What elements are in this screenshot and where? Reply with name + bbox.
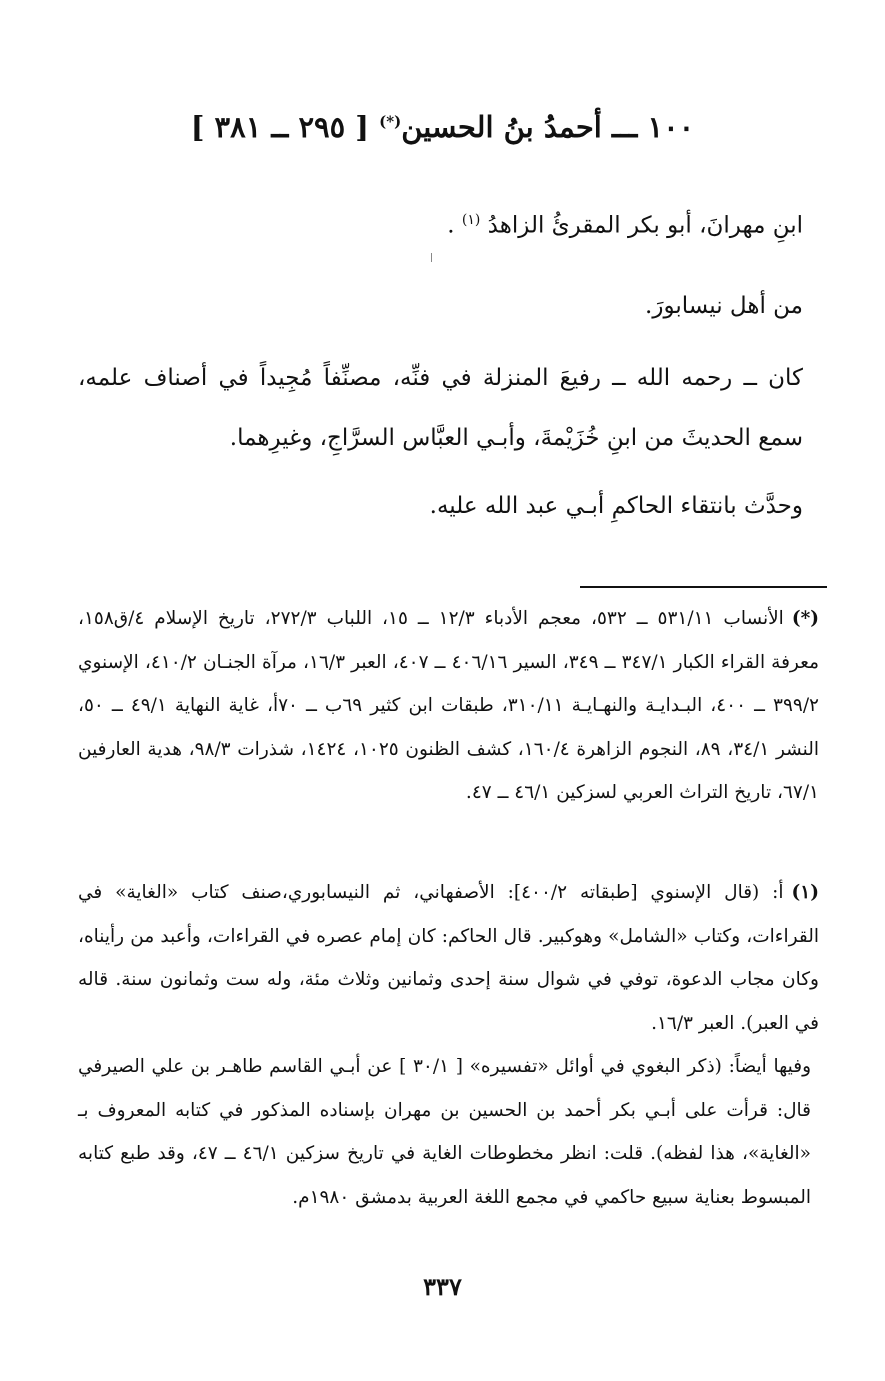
- entry-years: [ ٢٩٥ ــ ٣٨١ ]: [190, 110, 370, 144]
- page-number: ٣٣٧: [423, 1272, 462, 1301]
- entry-number: ١٠٠: [647, 110, 695, 144]
- body-line-origin: من أهل نيسابورَ.: [645, 293, 803, 319]
- body-paragraph-hadith: وحدَّث بانتقاء الحاكمِ أبـي عبد الله عليه.: [429, 493, 803, 519]
- body-paragraph-bio: كان ــ رحمه الله ــ رفيعَ المنزلة في فنِّه، مصنِّفاً مُجِيداً في أصناف علمه، سمع الحديثَ من ابنِ خُزَيْمةَ، وأبـي العبَّاس السرَّاجِ، وغيرِهما.: [78, 365, 803, 451]
- footnote-sources: [78, 597, 819, 815]
- footnote-star-marker: (*): [791, 608, 819, 629]
- footnote-sources-text: الأنساب ٥٣١/١١ ــ ٥٣٢، معجم الأدباء ١٢/٣ ــ ١٥، اللباب ٢٧٢/٣، تاريخ الإسلام ٤/ق١٥٨، معرفة القراء الكبار ٣٤٧/١ ــ ٣٤٩، السير ٤٠٦/١٦ ــ ٤٠٧، العبر ١٦/٣، مرآة الجنـان ٤١٠/٢، الإسنوي ٣٩٩/٢ ــ ٤٠٠، البـدايـة والنهـايـة ٣١٠/١١، طبقات ابن كثير ٦٩ب ــ ٧٠أ، غاية النهاية ٤٩/١ ــ ٥٠، النشر ٣٤/١، ٨٩، النجوم الزاهرة ١٦٠/٤، كشف الظنون ١٠٢٥، ١٤٢٤، شذرات ٩٨/٣، هدية العارفين ٦٧/١، تاريخ التراث العربي لسزكين ٤٦/١ ــ ٤٧.: [78, 608, 820, 803]
- footnote-ref-1: (١): [461, 212, 481, 228]
- footnote-1-marker: (١): [791, 882, 819, 903]
- footnote-1-text: أ: (قال الإسنوي [طبقاته ٤٠٠/٢]: الأصفهاني، ثم النيسابوري،صنف كتاب «الغاية» في القراءات، وكتاب «الشامل» وهوكبير. قال الحاكم: كان إمام عصره في القراءات، وأعبد من رأيناه، وكان مجاب الدعوة، توفي في شوال سنة إحدى وثمانين وثلاث مئة، وله ست وثمانون سنة. قاله في العبر). العبر ١٦/٣.: [78, 882, 819, 1034]
- body-line-lineage: [447, 212, 803, 240]
- footnote-1-continuation: وفيها أيضاً: (ذكر البغوي في أوائل «تفسيره» [ ٣٠/١ ] عن أبـي القاسم طاهـر بن علي الصيرفي قال: قرأت على أبـي بكر أحمد بن الحسين بن مهران بإسناده المذكور في كتابه المعروف بـ «الغاية»، هذا لفظه). قلت: انظر مخطوطات الغاية في تاريخ سزكين ٤٦/١ ــ ٤٧، وقد طبع كتابه المبسوط بعناية سبيع حاكمي في مجمع اللغة العربية بدمشق ١٩٨٠م.: [78, 1056, 811, 1208]
- stray-mark: [431, 253, 432, 262]
- footnote-1: [78, 871, 819, 1045]
- lineage-text: ابنِ مهرانَ، أبو بكر المقرئُ الزاهدُ: [487, 212, 803, 239]
- heading-footnote-marker: (*): [379, 112, 402, 131]
- footnote-separator: [580, 586, 827, 588]
- entry-heading: [150, 110, 735, 144]
- entry-name: أحمدُ بنُ الحسين: [401, 110, 602, 144]
- lineage-end: .: [447, 212, 455, 239]
- entry-dash: ـــ: [611, 110, 638, 144]
